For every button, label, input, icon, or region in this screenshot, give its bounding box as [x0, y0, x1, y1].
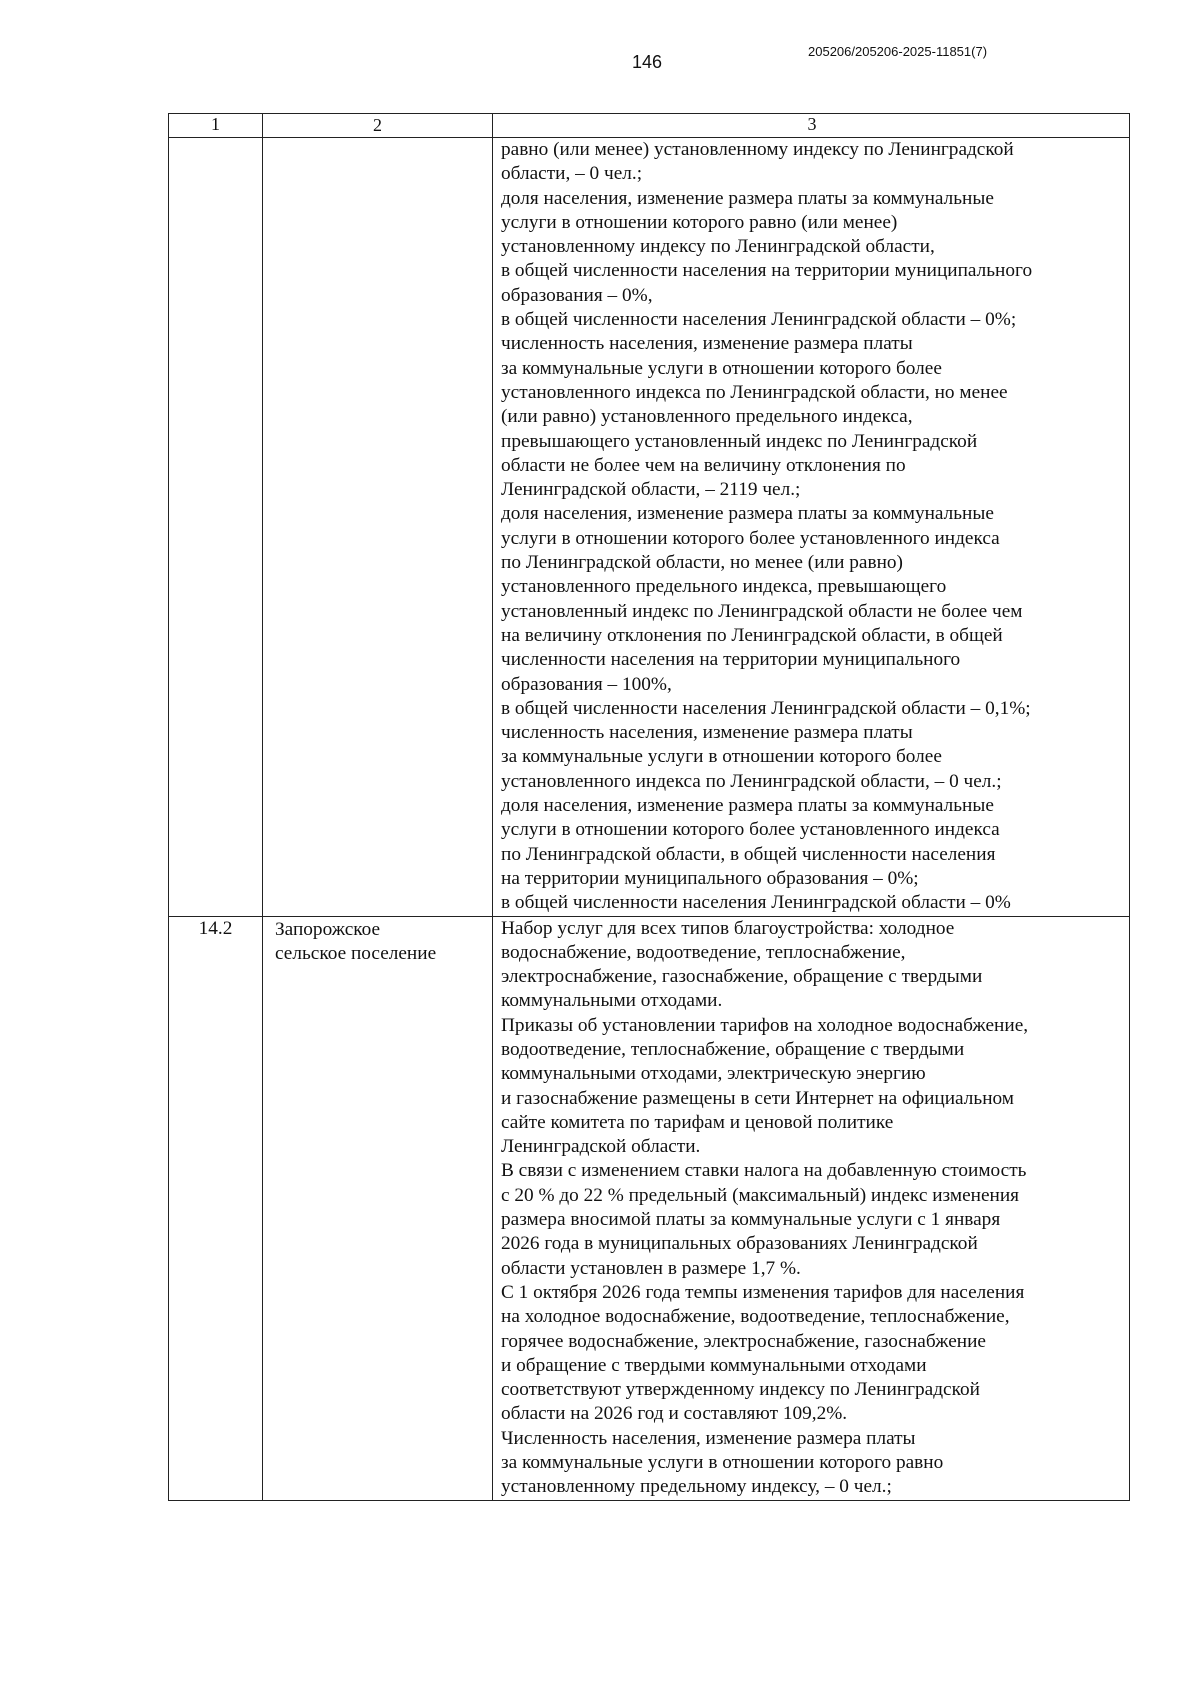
text-line: за коммунальные услуги в отношении которого более [501, 357, 942, 379]
text-line: услуги в отношении которого более установленного индекса [501, 527, 1000, 549]
text-line: в общей численности населения Ленинградской области – 0%; [501, 309, 1017, 331]
text-line: численности населения на территории муниципального [501, 649, 961, 671]
row-number-cell [169, 138, 263, 917]
text-line: водоотведение, теплоснабжение, обращение с твердыми [501, 1038, 965, 1060]
text-line: (или равно) установленного предельного индекса, [501, 406, 913, 428]
text-line: 2026 года в муниципальных образованиях Ленинградской [501, 1233, 978, 1255]
text-line: горячее водоснабжение, электроснабжение, газоснабжение [501, 1330, 986, 1352]
text-line: С 1 октября 2026 года темпы изменения тарифов для населения [501, 1281, 1025, 1303]
data-table [168, 113, 1130, 1501]
text-line: области установлен в размере 1,7 %. [501, 1257, 801, 1279]
text-line: водоснабжение, водоотведение, теплоснабжение, [501, 941, 906, 963]
column-header-2: 2 [263, 114, 493, 138]
continuation-text [501, 138, 1123, 916]
text-line: на холодное водоснабжение, водоотведение, теплоснабжение, [501, 1306, 1010, 1328]
text-line: Запорожское [275, 918, 381, 940]
table-row-14-2 [169, 916, 1130, 1500]
text-line: равно (или менее) установленному индексу по Ленинградской [501, 139, 1014, 160]
text-line: установленного индекса по Ленинградской области, – 0 чел.; [501, 770, 1002, 792]
text-line: на величину отклонения по Ленинградской области, в общей [501, 624, 1003, 646]
text-line: В связи с изменением ставки налога на добавленную стоимость [501, 1160, 1027, 1182]
text-line: и газоснабжение размещены в сети Интернет на официальном [501, 1087, 1014, 1109]
page-number: 146 [632, 52, 663, 72]
column-header-1: 1 [169, 114, 263, 138]
text-line: численность населения, изменение размера платы [501, 333, 913, 355]
text-line: в общей численности населения Ленинградской области – 0% [501, 892, 1011, 914]
text-line: коммунальными отходами, электрическую энергию [501, 1063, 926, 1085]
text-line: Ленинградской области. [501, 1136, 701, 1158]
text-line: за коммунальные услуги в отношении которого равно [501, 1452, 944, 1474]
text-line: установленный индекс по Ленинградской области не более чем [501, 600, 1023, 622]
text-line: области не более чем на величину отклонения по [501, 454, 906, 476]
row-name [275, 918, 492, 967]
row-number: 14.2 [169, 916, 263, 1500]
row-text [501, 917, 1123, 1500]
text-line: услуги в отношении которого более установленного индекса [501, 819, 1000, 841]
text-line: установленному индексу по Ленинградской области, [501, 236, 935, 258]
text-line: Приказы об установлении тарифов на холодное водоснабжение, [501, 1014, 1029, 1036]
text-line: по Ленинградской области, в общей численности населения [501, 843, 996, 865]
text-line: образования – 100%, [501, 673, 672, 695]
text-line: в общей численности населения на территории муниципального [501, 260, 1033, 282]
text-line: услуги в отношении которого равно (или менее) [501, 211, 898, 233]
text-line: превышающего установленный индекс по Ленинградской [501, 430, 978, 452]
document-id: 205206/205206-2025-11851(7) [808, 44, 988, 59]
text-line: за коммунальные услуги в отношении которого более [501, 746, 942, 768]
text-line: доля населения, изменение размера платы за коммунальные [501, 187, 994, 209]
text-line: по Ленинградской области, но менее (или равно) [501, 552, 903, 574]
text-line: Ленинградской области, – 2119 чел.; [501, 479, 801, 501]
text-line: размера вносимой платы за коммунальные услуги с 1 января [501, 1209, 1001, 1231]
column-header-3: 3 [493, 114, 1130, 138]
text-line: сайте комитета по тарифам и ценовой политике [501, 1111, 894, 1133]
text-line: с 20 % до 22 % предельный (максимальный) индекс изменения [501, 1184, 1020, 1206]
table-row-continuation [169, 138, 1130, 917]
text-line: сельское поселение [275, 942, 437, 964]
text-line: доля населения, изменение размера платы за коммунальные [501, 795, 994, 817]
text-line: области на 2026 год и составляют 109,2%. [501, 1403, 848, 1425]
row-text-cell [493, 916, 1130, 1500]
row-name-cell [263, 138, 493, 917]
text-line: Набор услуг для всех типов благоустройства: холодное [501, 917, 955, 939]
text-line: и обращение с твердыми коммунальными отходами [501, 1354, 927, 1376]
text-line: коммунальными отходами. [501, 990, 723, 1012]
text-line: на территории муниципального образования – 0%; [501, 867, 919, 889]
text-line: доля населения, изменение размера платы за коммунальные [501, 503, 994, 525]
text-line: численность населения, изменение размера платы [501, 722, 913, 744]
text-line: установленного индекса по Ленинградской области, но менее [501, 381, 1008, 403]
row-name-cell [263, 916, 493, 1500]
table-header-row [169, 114, 1130, 138]
row-text-cell [493, 138, 1130, 917]
text-line: области, – 0 чел.; [501, 163, 643, 185]
text-line: соответствуют утвержденному индексу по Ленинградской [501, 1379, 980, 1401]
text-line: Численность населения, изменение размера платы [501, 1427, 916, 1449]
text-line: установленному предельному индексу, – 0 чел.; [501, 1476, 892, 1498]
text-line: электроснабжение, газоснабжение, обращение с твердыми [501, 966, 983, 988]
text-line: в общей численности населения Ленинградской области – 0,1%; [501, 697, 1031, 719]
text-line: образования – 0%, [501, 284, 653, 306]
text-line: установленного предельного индекса, превышающего [501, 576, 947, 598]
